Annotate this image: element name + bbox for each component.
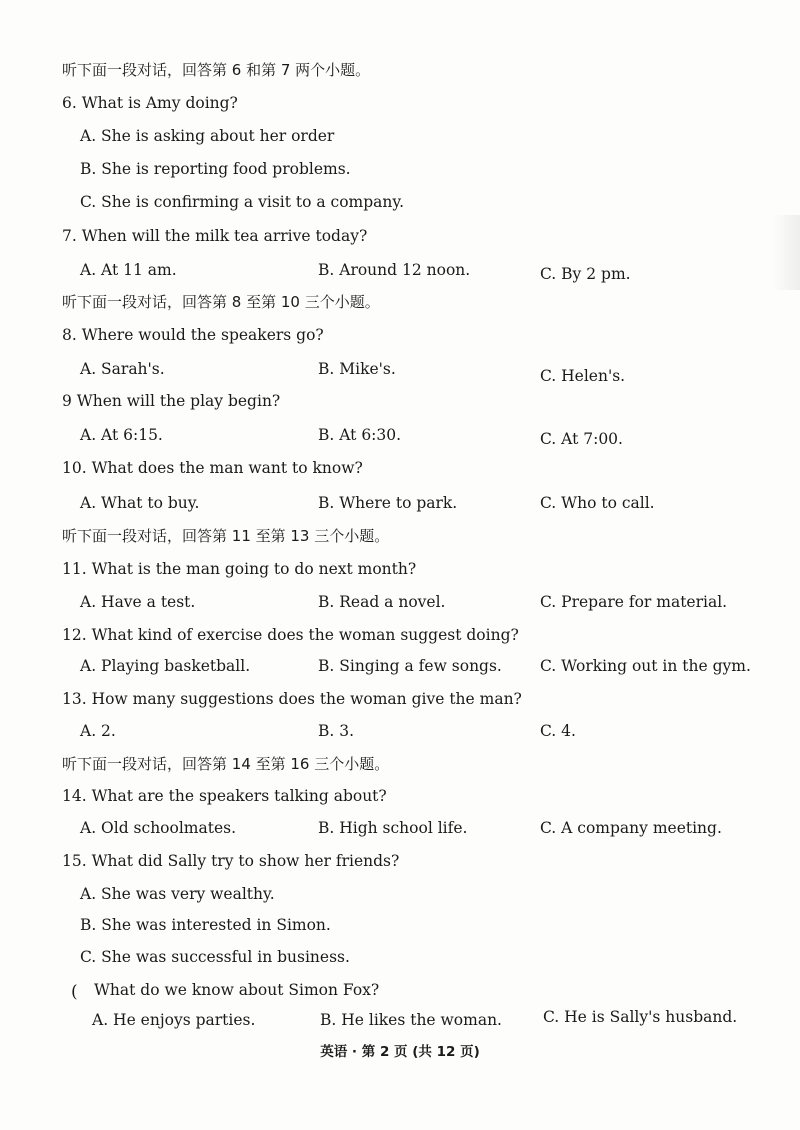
question-8-option-a: A. Sarah's. [80, 360, 165, 378]
question-10-option-b: B. Where to park. [318, 494, 458, 512]
question-6: 6. What is Amy doing? [62, 94, 238, 112]
question-7-option-a: A. At 11 am. [80, 261, 177, 279]
question-8-option-c: C. Helen's. [540, 367, 626, 385]
question-15-option-c: C. She was successful in business. [80, 948, 350, 966]
question-15: 15. What did Sally try to show her friends? [62, 852, 400, 870]
question-12: 12. What kind of exercise does the woman suggest doing? [62, 626, 519, 644]
question-13-options [0, 721, 800, 743]
question-14-option-a: A. Old schoolmates. [80, 819, 237, 837]
section-instruction-11-13: 听下面一段对话，回答第 11 至第 13 三个小题。 [62, 527, 390, 545]
question-10-options [0, 493, 800, 515]
question-14-option-b: B. High school life. [318, 819, 468, 837]
question-7: 7. When will the milk tea arrive today? [62, 227, 368, 245]
question-8: 8. Where would the speakers go? [62, 326, 324, 344]
question-13: 13. How many suggestions does the woman give the man? [62, 690, 522, 708]
question-10-option-c: C. Who to call. [540, 494, 655, 512]
question-13-option-b: B. 3. [318, 722, 355, 740]
question-14-option-c: C. A company meeting. [540, 819, 722, 837]
question-6-option-a: A. She is asking about her order [80, 127, 335, 145]
question-10: 10. What does the man want to know? [62, 459, 363, 477]
question-16-options [0, 1010, 800, 1032]
question-11-option-a: A. Have a test. [80, 593, 196, 611]
section-instruction-14-16: 听下面一段对话，回答第 14 至第 16 三个小题。 [62, 755, 390, 773]
question-14-options [0, 818, 800, 840]
page-footer: 英语 · 第 2 页 (共 12 页) [320, 1044, 480, 1060]
question-7-options [0, 260, 800, 282]
question-11-option-c: C. Prepare for material. [540, 593, 728, 611]
question-12-option-c: C. Working out in the gym. [540, 657, 751, 675]
question-9: 9 When will the play begin? [62, 392, 281, 410]
question-12-options [0, 656, 800, 678]
question-12-option-b: B. Singing a few songs. [318, 657, 502, 675]
question-9-options [0, 425, 800, 447]
question-9-option-c: C. At 7:00. [540, 430, 623, 448]
question-11: 11. What is the man going to do next month? [62, 560, 417, 578]
question-11-options [0, 592, 800, 614]
question-14: 14. What are the speakers talking about? [62, 787, 387, 805]
question-8-options [0, 359, 800, 385]
question-6-option-b: B. She is reporting food problems. [80, 160, 351, 178]
question-16-option-b: B. He likes the woman. [320, 1011, 502, 1029]
section-instruction-8-10: 听下面一段对话，回答第 8 至第 10 三个小题。 [62, 293, 380, 311]
question-16: What do we know about Simon Fox? [94, 981, 380, 999]
question-15-option-a: A. She was very wealthy. [80, 885, 275, 903]
question-16-marker: ( [71, 982, 78, 1002]
question-10-option-a: A. What to buy. [80, 494, 200, 512]
question-15-option-b: B. She was interested in Simon. [80, 916, 331, 934]
question-9-option-a: A. At 6:15. [80, 426, 163, 444]
question-6-option-c: C. She is confirming a visit to a company. [80, 193, 405, 211]
question-11-option-b: B. Read a novel. [318, 593, 446, 611]
question-7-option-b: B. Around 12 noon. [318, 261, 471, 279]
question-7-option-c: C. By 2 pm. [540, 265, 631, 283]
question-16-option-a: A. He enjoys parties. [92, 1011, 256, 1029]
question-13-option-a: A. 2. [80, 722, 116, 740]
question-13-option-c: C. 4. [540, 722, 576, 740]
question-9-option-b: B. At 6:30. [318, 426, 402, 444]
section-instruction-6-7: 听下面一段对话，回答第 6 和第 7 两个小题。 [62, 61, 371, 79]
question-12-option-a: A. Playing basketball. [80, 657, 251, 675]
question-8-option-b: B. Mike's. [318, 360, 396, 378]
question-16-option-c: C. He is Sally's husband. [543, 1008, 738, 1026]
